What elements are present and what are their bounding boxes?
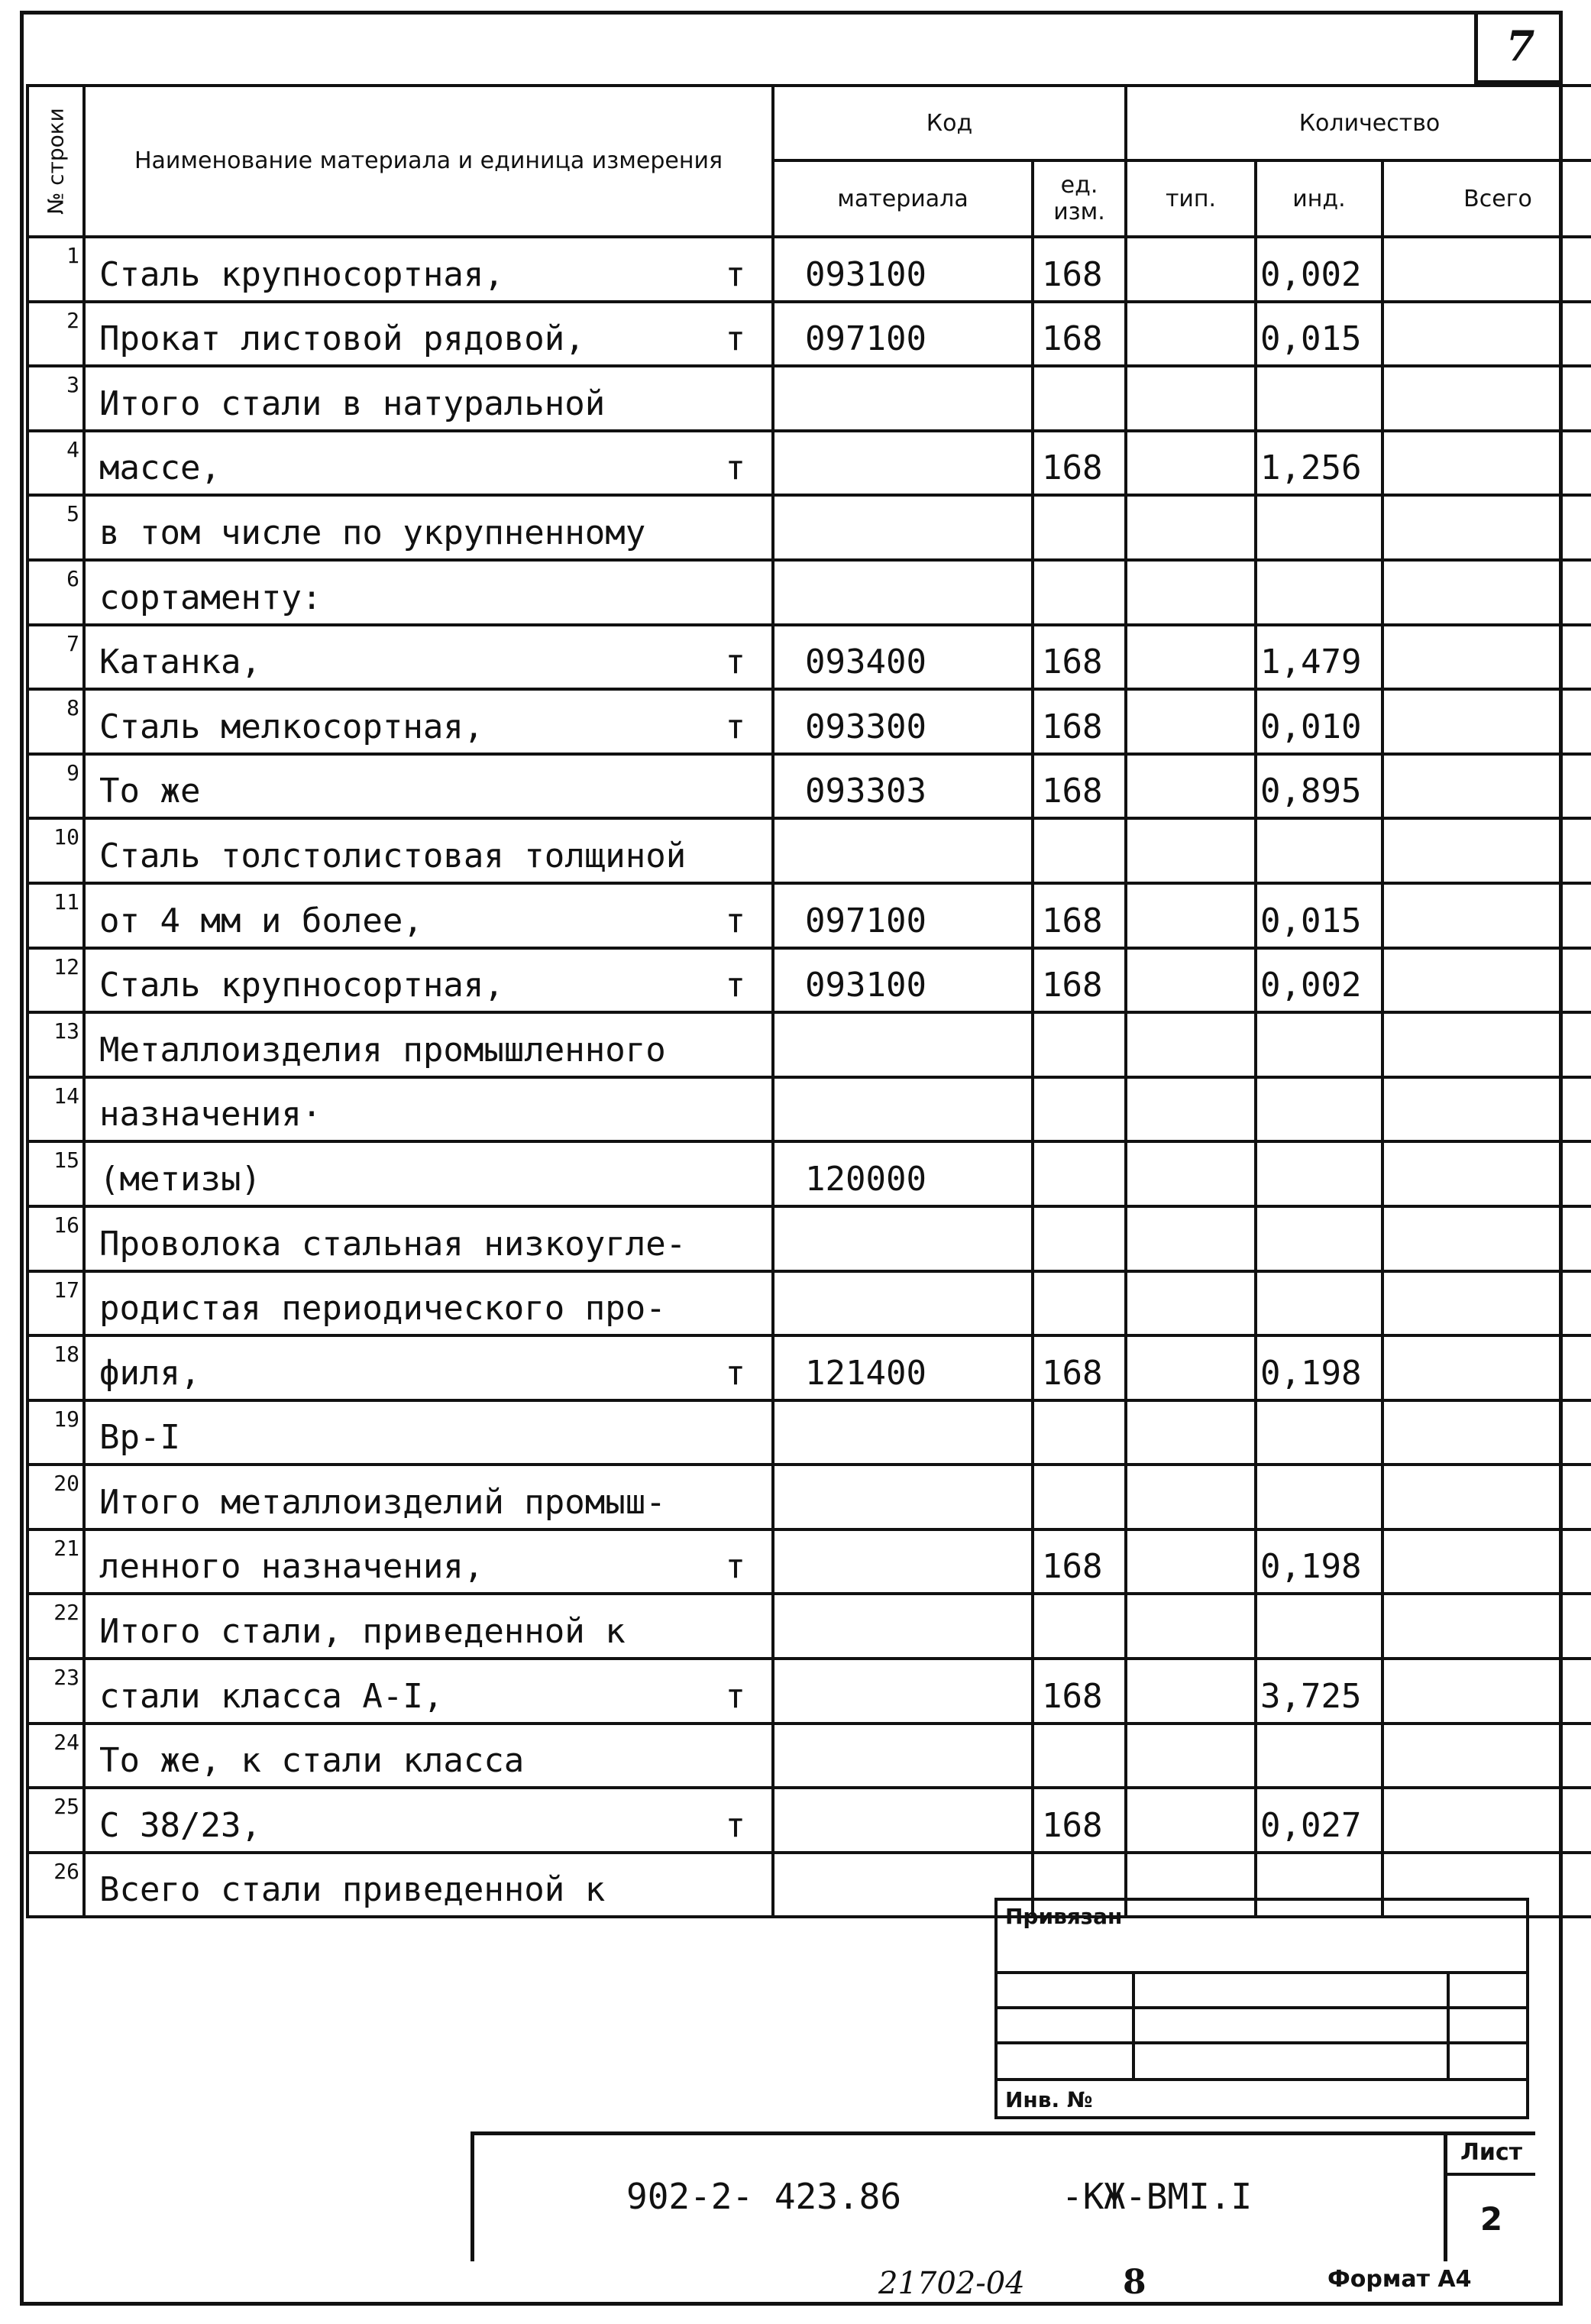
- qty-ind: [1256, 1594, 1382, 1659]
- material-name: от 4 мм и более,: [99, 901, 423, 940]
- material-unit-label: т: [725, 901, 745, 940]
- qty-total: [1382, 818, 1591, 883]
- corner-page-number: 7: [1474, 11, 1563, 84]
- material-code: 121400: [773, 1335, 1033, 1400]
- material-name-cell: [84, 1659, 773, 1724]
- table-row: [27, 1788, 1591, 1853]
- qty-total: [1382, 366, 1591, 431]
- material-code: [773, 818, 1033, 883]
- material-unit-label: т: [725, 1353, 745, 1393]
- row-number: 9: [27, 754, 84, 819]
- header-typ: тип.: [1126, 160, 1256, 237]
- unit-code: 168: [1033, 1659, 1126, 1724]
- material-name-cell: [84, 883, 773, 948]
- qty-typ: [1126, 366, 1256, 431]
- qty-total: [1382, 237, 1591, 302]
- row-number: 23: [27, 1659, 84, 1724]
- unit-code: [1033, 1077, 1126, 1142]
- qty-typ: [1126, 1465, 1256, 1529]
- material-unit-label: т: [725, 1547, 745, 1587]
- material-code: 093100: [773, 948, 1033, 1013]
- qty-total: [1382, 431, 1591, 496]
- qty-ind: 0,002: [1256, 237, 1382, 302]
- unit-code: [1033, 560, 1126, 625]
- document-code: 902-2- 423.86: [626, 2176, 902, 2217]
- material-code: [773, 1529, 1033, 1594]
- material-name: Итого стали, приведенной к: [99, 1612, 626, 1652]
- row-number: 5: [27, 495, 84, 560]
- material-name: Прокат листовой рядовой,: [99, 319, 585, 359]
- material-code: [773, 1724, 1033, 1788]
- table-row: [27, 1012, 1591, 1077]
- table-row: [27, 1400, 1591, 1465]
- qty-total: [1382, 560, 1591, 625]
- table-row: [27, 1141, 1591, 1206]
- material-name: Вр-I: [99, 1418, 180, 1458]
- unit-code: [1033, 495, 1126, 560]
- material-code: 093100: [773, 237, 1033, 302]
- material-name: Катанка,: [99, 642, 261, 682]
- material-name: Проволока стальная низкоугле-: [99, 1224, 687, 1264]
- row-number: 16: [27, 1206, 84, 1271]
- unit-code: 168: [1033, 948, 1126, 1013]
- material-unit-label: т: [725, 1805, 745, 1845]
- row-number: 15: [27, 1141, 84, 1206]
- unit-code: 168: [1033, 237, 1126, 302]
- qty-typ: [1126, 948, 1256, 1013]
- qty-typ: [1126, 1659, 1256, 1724]
- qty-ind: 0,198: [1256, 1335, 1382, 1400]
- qty-typ: [1126, 302, 1256, 367]
- header-code: Код: [773, 86, 1126, 160]
- qty-typ: [1126, 754, 1256, 819]
- qty-ind: 1,256: [1256, 431, 1382, 496]
- qty-ind: [1256, 1012, 1382, 1077]
- qty-ind: [1256, 1465, 1382, 1529]
- table-row: [27, 818, 1591, 883]
- material-name-cell: [84, 1529, 773, 1594]
- row-number: 25: [27, 1788, 84, 1853]
- qty-typ: [1126, 1077, 1256, 1142]
- material-name: родистая периодического про-: [99, 1289, 666, 1329]
- qty-ind: 3,725: [1256, 1659, 1382, 1724]
- table-row: [27, 237, 1591, 302]
- material-name: назначения·: [99, 1095, 322, 1134]
- material-name-cell: [84, 1077, 773, 1142]
- unit-code: [1033, 1141, 1126, 1206]
- material-name-cell: [84, 1465, 773, 1529]
- qty-typ: [1126, 1141, 1256, 1206]
- qty-total: [1382, 689, 1591, 754]
- material-name: Сталь мелкосортная,: [99, 707, 484, 746]
- material-code: [773, 1206, 1033, 1271]
- unit-code: 168: [1033, 689, 1126, 754]
- qty-ind: [1256, 366, 1382, 431]
- unit-code: 168: [1033, 754, 1126, 819]
- qty-total: [1382, 1788, 1591, 1853]
- material-name: Всего стали приведенной к: [99, 1870, 606, 1910]
- material-name-cell: [84, 1400, 773, 1465]
- qty-typ: [1126, 1012, 1256, 1077]
- qty-ind: 0,010: [1256, 689, 1382, 754]
- material-name-cell: [84, 495, 773, 560]
- table-row: [27, 689, 1591, 754]
- format-label: Формат А4: [1327, 2266, 1472, 2293]
- material-unit-label: т: [725, 448, 745, 488]
- unit-code: [1033, 1206, 1126, 1271]
- row-number: 7: [27, 625, 84, 690]
- table-row: [27, 1335, 1591, 1400]
- material-name-cell: [84, 625, 773, 690]
- material-unit-label: т: [725, 707, 745, 746]
- qty-total: [1382, 625, 1591, 690]
- material-code: [773, 1077, 1033, 1142]
- material-name: Металлоизделия промышленного: [99, 1030, 666, 1070]
- table-row: [27, 625, 1591, 690]
- sheet-number: 2: [1479, 2199, 1503, 2238]
- material-unit-label: т: [725, 319, 745, 359]
- handwritten-mark: 8: [1123, 2263, 1146, 2302]
- table-row: [27, 883, 1591, 948]
- material-name-cell: [84, 1012, 773, 1077]
- row-number: 11: [27, 883, 84, 948]
- row-number: 20: [27, 1465, 84, 1529]
- row-number: 14: [27, 1077, 84, 1142]
- qty-typ: [1126, 1594, 1256, 1659]
- qty-ind: 1,479: [1256, 625, 1382, 690]
- material-code: [773, 431, 1033, 496]
- qty-ind: [1256, 1724, 1382, 1788]
- material-code: 093303: [773, 754, 1033, 819]
- material-name-cell: [84, 560, 773, 625]
- table-row: [27, 1077, 1591, 1142]
- material-name: С 38/23,: [99, 1805, 261, 1845]
- qty-total: [1382, 1335, 1591, 1400]
- unit-code: 168: [1033, 1335, 1126, 1400]
- table-row: [27, 366, 1591, 431]
- material-unit-label: т: [725, 966, 745, 1005]
- qty-total: [1382, 1077, 1591, 1142]
- unit-code: [1033, 366, 1126, 431]
- qty-typ: [1126, 560, 1256, 625]
- unit-code: 168: [1033, 1788, 1126, 1853]
- table-row: [27, 1724, 1591, 1788]
- header-row-number: № строки: [27, 86, 84, 237]
- sheet-label: Лист: [1447, 2131, 1535, 2176]
- material-name-cell: [84, 754, 773, 819]
- material-name: (метизы): [99, 1159, 261, 1199]
- material-code: [773, 560, 1033, 625]
- material-name: сортаменту:: [99, 578, 322, 617]
- qty-total: [1382, 1529, 1591, 1594]
- material-code: 093300: [773, 689, 1033, 754]
- qty-typ: [1126, 625, 1256, 690]
- material-name: Сталь крупносортная,: [99, 966, 504, 1005]
- material-name: Итого стали в натуральной: [99, 384, 606, 423]
- qty-ind: [1256, 560, 1382, 625]
- qty-total: [1382, 495, 1591, 560]
- material-name-cell: [84, 366, 773, 431]
- material-unit-label: т: [725, 642, 745, 682]
- table-row: [27, 754, 1591, 819]
- qty-typ: [1126, 883, 1256, 948]
- material-name-cell: [84, 689, 773, 754]
- material-code: [773, 1465, 1033, 1529]
- unit-code: [1033, 1724, 1126, 1788]
- table-row: [27, 1529, 1591, 1594]
- qty-ind: [1256, 1400, 1382, 1465]
- row-number: 21: [27, 1529, 84, 1594]
- header-ind: инд.: [1256, 160, 1382, 237]
- header-total: Всего: [1382, 160, 1591, 237]
- qty-ind: [1256, 818, 1382, 883]
- material-name-cell: [84, 1271, 773, 1336]
- row-number: 12: [27, 948, 84, 1013]
- material-name: ленного назначения,: [99, 1547, 484, 1587]
- materials-table: [26, 84, 1591, 1918]
- row-number: 18: [27, 1335, 84, 1400]
- qty-ind: 0,895: [1256, 754, 1382, 819]
- row-number: 26: [27, 1853, 84, 1918]
- material-name-cell: [84, 302, 773, 367]
- table-row: [27, 1206, 1591, 1271]
- table-row: [27, 948, 1591, 1013]
- qty-total: [1382, 1465, 1591, 1529]
- row-number: 4: [27, 431, 84, 496]
- material-name-cell: [84, 1594, 773, 1659]
- material-name: стали класса А-I,: [99, 1676, 444, 1716]
- material-name-cell: [84, 1788, 773, 1853]
- material-unit-label: т: [725, 1676, 745, 1716]
- header-material-name: Наименование материала и единица измерения: [84, 86, 773, 237]
- row-number: 24: [27, 1724, 84, 1788]
- qty-ind: [1256, 1077, 1382, 1142]
- qty-typ: [1126, 237, 1256, 302]
- material-code: [773, 1594, 1033, 1659]
- qty-total: [1382, 302, 1591, 367]
- table-row: [27, 302, 1591, 367]
- material-name: Сталь толстолистовая толщиной: [99, 836, 687, 876]
- table-row: [27, 495, 1591, 560]
- row-number: 3: [27, 366, 84, 431]
- qty-typ: [1126, 431, 1256, 496]
- qty-typ: [1126, 1400, 1256, 1465]
- material-name-cell: [84, 1206, 773, 1271]
- table-row: [27, 1594, 1591, 1659]
- material-code: [773, 366, 1033, 431]
- qty-ind: 0,198: [1256, 1529, 1382, 1594]
- qty-ind: [1256, 1141, 1382, 1206]
- row-number: 13: [27, 1012, 84, 1077]
- table-row: [27, 1271, 1591, 1336]
- qty-typ: [1126, 495, 1256, 560]
- qty-total: [1382, 754, 1591, 819]
- qty-typ: [1126, 1206, 1256, 1271]
- material-name-cell: [84, 1335, 773, 1400]
- row-number: 10: [27, 818, 84, 883]
- qty-total: [1382, 883, 1591, 948]
- table-row: [27, 1465, 1591, 1529]
- qty-ind: [1256, 495, 1382, 560]
- unit-code: [1033, 1271, 1126, 1336]
- material-name: массе,: [99, 448, 221, 488]
- unit-code: [1033, 1594, 1126, 1659]
- row-number: 1: [27, 237, 84, 302]
- table-row: [27, 560, 1591, 625]
- row-number: 2: [27, 302, 84, 367]
- unit-code: 168: [1033, 883, 1126, 948]
- material-name-cell: [84, 1724, 773, 1788]
- qty-typ: [1126, 1788, 1256, 1853]
- qty-total: [1382, 1206, 1591, 1271]
- unit-code: [1033, 818, 1126, 883]
- qty-ind: [1256, 1271, 1382, 1336]
- qty-typ: [1126, 1271, 1256, 1336]
- material-name-cell: [84, 431, 773, 496]
- header-unit: ед. изм.: [1033, 160, 1126, 237]
- row-number: 22: [27, 1594, 84, 1659]
- material-name-cell: [84, 237, 773, 302]
- material-code: 120000: [773, 1141, 1033, 1206]
- material-name: филя,: [99, 1353, 201, 1393]
- material-name-cell: [84, 1141, 773, 1206]
- material-name: Итого металлоизделий промыш-: [99, 1482, 666, 1522]
- material-code: [773, 495, 1033, 560]
- material-code: [773, 1012, 1033, 1077]
- material-code: 093400: [773, 625, 1033, 690]
- row-number: 6: [27, 560, 84, 625]
- qty-total: [1382, 1659, 1591, 1724]
- unit-code: 168: [1033, 302, 1126, 367]
- qty-typ: [1126, 1335, 1256, 1400]
- material-code: 097100: [773, 883, 1033, 948]
- material-name: Сталь крупносортная,: [99, 254, 504, 294]
- material-code: 097100: [773, 302, 1033, 367]
- qty-total: [1382, 1594, 1591, 1659]
- material-code: [773, 1659, 1033, 1724]
- qty-typ: [1126, 1724, 1256, 1788]
- unit-code: 168: [1033, 625, 1126, 690]
- unit-code: [1033, 1012, 1126, 1077]
- stamp-bound-to: Привязан: [994, 1898, 1529, 1971]
- material-name-cell: [84, 1853, 773, 1918]
- stamp-grid: [994, 1971, 1529, 2078]
- material-unit-label: т: [725, 254, 745, 294]
- qty-total: [1382, 1724, 1591, 1788]
- material-name-cell: [84, 818, 773, 883]
- table-row: [27, 1659, 1591, 1724]
- header-quantity: Количество: [1126, 86, 1591, 160]
- qty-typ: [1126, 1529, 1256, 1594]
- material-code: [773, 1400, 1033, 1465]
- row-number: 17: [27, 1271, 84, 1336]
- row-number: 8: [27, 689, 84, 754]
- qty-total: [1382, 1271, 1591, 1336]
- material-code: [773, 1788, 1033, 1853]
- qty-ind: 0,015: [1256, 302, 1382, 367]
- qty-ind: 0,027: [1256, 1788, 1382, 1853]
- document-mark: -КЖ-ВМI.I: [1062, 2176, 1253, 2217]
- qty-total: [1382, 1012, 1591, 1077]
- qty-typ: [1126, 689, 1256, 754]
- material-name: То же, к стали класса: [99, 1741, 525, 1781]
- stamp-inventory-number: Инв. №: [994, 2078, 1529, 2119]
- qty-total: [1382, 1141, 1591, 1206]
- sheet-box: [1444, 2131, 1535, 2261]
- handwritten-number: 21702-04: [878, 2266, 1025, 2301]
- row-number: 19: [27, 1400, 84, 1465]
- unit-code: 168: [1033, 1529, 1126, 1594]
- unit-code: 168: [1033, 431, 1126, 496]
- qty-total: [1382, 948, 1591, 1013]
- material-code: [773, 1853, 1033, 1918]
- material-name: в том числе по укрупненному: [99, 513, 646, 552]
- qty-ind: [1256, 1206, 1382, 1271]
- unit-code: [1033, 1465, 1126, 1529]
- material-code: [773, 1271, 1033, 1336]
- qty-ind: 0,002: [1256, 948, 1382, 1013]
- qty-typ: [1126, 818, 1256, 883]
- material-name-cell: [84, 948, 773, 1013]
- table-row: [27, 431, 1591, 496]
- qty-total: [1382, 1400, 1591, 1465]
- qty-ind: 0,015: [1256, 883, 1382, 948]
- material-name: То же: [99, 772, 201, 811]
- header-material-code: материала: [773, 160, 1033, 237]
- unit-code: [1033, 1400, 1126, 1465]
